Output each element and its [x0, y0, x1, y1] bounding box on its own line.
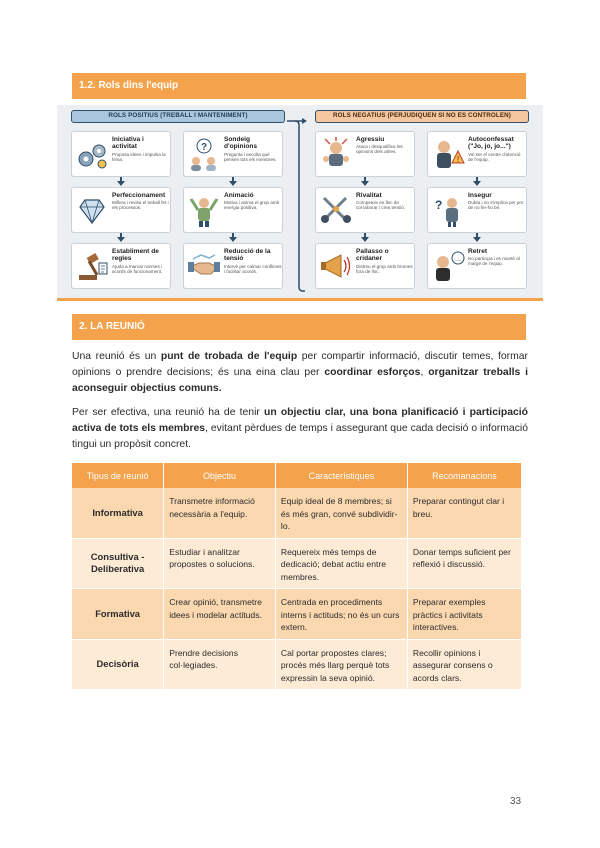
gears-idea-icon: [75, 137, 109, 171]
svg-text:?: ?: [435, 198, 443, 212]
role-description: Ajuda a marcar normes i acords de funcionament.: [112, 264, 163, 275]
aggressive-person-icon: [319, 137, 353, 171]
swords-icon: [319, 193, 353, 227]
unsure-person-icon: [431, 193, 465, 227]
role-card: [71, 187, 171, 233]
table-row: [72, 589, 522, 640]
flow-arrow: [364, 177, 366, 182]
role-title: Autoconfessat ("Jo, jo, jo..."): [468, 136, 514, 151]
table-cell: Formativa: [72, 589, 164, 640]
role-title: Animació: [224, 192, 254, 199]
text-span: Per ser efectiva, una reunió ha de tenir: [72, 407, 264, 418]
role-description: Pregunta i escolta què pensen tots els membres.: [224, 152, 277, 163]
table-row: [72, 639, 522, 690]
negative-roles-header: ROLS NEGATIUS (PERJUDIQUEN SI NO ES CONTROLEN): [315, 110, 529, 123]
table-header-row: [72, 463, 522, 488]
table-cell: Estudiar i analitzar propostes o solucions.: [164, 538, 276, 589]
role-title: Sondeig d'opinions: [224, 136, 258, 151]
role-card: [183, 243, 283, 289]
table-cell: Requereix més temps de dedicació; debat actiu entre membres.: [275, 538, 407, 589]
role-title: Insegur: [468, 192, 492, 199]
flow-arrow: [120, 177, 122, 182]
role-title: Retret: [468, 248, 488, 255]
gavel-icon: [75, 249, 109, 283]
svg-text:!: !: [456, 155, 460, 164]
role-description: No participa i es manté al marge de l'equip.: [468, 256, 520, 267]
diamond-icon: [75, 193, 109, 227]
divider-line: [57, 298, 543, 301]
table-header: Tipus de reunió: [72, 463, 164, 488]
table-cell: Crear opinió, transmetre idees i modelar actituds.: [164, 589, 276, 640]
table-cell: Preparar exemples pràctics i activitats interactives.: [407, 589, 521, 640]
role-title: Iniciativa i activitat: [112, 136, 144, 151]
page-number: 33: [510, 796, 522, 807]
role-description: Ataca i desqualifica les opinions dels altres.: [356, 144, 403, 155]
table-row: [72, 538, 522, 589]
flow-arrow: [364, 233, 366, 238]
role-title: Pallasso o cridaner: [356, 248, 389, 263]
role-description: Vol ser el centre d'atenció de l'equip.: [468, 152, 521, 163]
role-description: Motiva i anima el grup amb energia positiva.: [224, 200, 280, 211]
role-description: Millora i revisa el treball fet i els processos.: [112, 200, 169, 211]
table-cell: Cal portar propostes clares; procés més llarg perquè tots expressin la seva opinió.: [275, 639, 407, 690]
table-header: Recomanacions: [407, 463, 521, 488]
section-title-roles: 1.2. Rols dins l'equip: [72, 73, 526, 99]
role-description: Proposa idees i impulsa la feina.: [112, 152, 166, 163]
table-header: Característiques: [275, 463, 407, 488]
role-title: Rivalitat: [356, 192, 382, 199]
table-cell: Consultiva - Deliberativa: [72, 538, 164, 589]
positive-roles-header: ROLS POSITIUS (TREBALL I MANTENIMENT): [71, 110, 285, 123]
bold-span: organitzar treballs i aconseguir objectius comuns.: [72, 367, 529, 394]
flow-arrow: [120, 233, 122, 238]
flow-arrow: [476, 177, 478, 182]
table-header: Objectiu: [164, 463, 276, 488]
table-cell: Centrada en procediments interns i actituds; no és un curs extern.: [275, 589, 407, 640]
text-span: , evitant pèrdues de temps i assegurant que cada decisió o informació tingui un propòsit concret.: [72, 423, 528, 450]
role-card: [427, 187, 527, 233]
negative-roles-column: [315, 110, 529, 275]
role-description: Intervé per calmar conflictes i facilitar acords.: [224, 264, 282, 275]
svg-text:...: ...: [455, 256, 461, 263]
text-span: Una reunió és un: [72, 351, 161, 362]
bold-span: coordinar esforços: [324, 367, 421, 378]
role-card: [71, 243, 171, 289]
role-card: [427, 243, 527, 289]
table-cell: Informativa: [72, 488, 164, 538]
table-cell: Prendre decisions col·legiades.: [164, 639, 276, 690]
table-cell: Decisòria: [72, 639, 164, 690]
role-card: [71, 131, 171, 177]
role-title: Establiment de regles: [112, 248, 159, 263]
table-cell: Preparar contingut clar i breu.: [407, 488, 521, 538]
bold-span: punt de trobada de l'equip: [160, 351, 298, 362]
role-card: [183, 131, 283, 177]
handshake-icon: [187, 249, 221, 283]
role-title: Agressiu: [356, 136, 385, 143]
paragraph-effective: [72, 405, 528, 453]
warning-person-icon: [431, 137, 465, 171]
meeting-types-table: [72, 463, 522, 690]
role-title: Perfeccionament: [112, 192, 166, 199]
role-card: [183, 187, 283, 233]
table-cell: Equip ideal de 8 membres; si és més gran, convé subdividir-lo.: [275, 488, 407, 538]
bold-span: un objectiu clar, una bona planificació i participació activa de tots els membres: [72, 407, 528, 434]
text-span: ,: [420, 367, 429, 378]
flow-arrow: [232, 177, 234, 182]
role-card: [315, 243, 415, 289]
paragraph-intro: [72, 349, 528, 397]
silent-person-icon: [431, 249, 465, 283]
table-row: [72, 488, 522, 538]
role-title: Reducció de la tensió: [224, 248, 271, 263]
role-description: Distreu el grup amb bromes fora de lloc.: [356, 264, 413, 275]
flow-arrow: [476, 233, 478, 238]
role-description: Dubta i no s'implica per por de no fer-ho bé.: [468, 200, 524, 211]
question-people-icon: [187, 137, 221, 171]
text-span: per compartir informació, discutir temes, formar opinions o prendre decisions; és una eina clau per: [72, 351, 528, 378]
svg-text:?: ?: [201, 142, 208, 153]
role-card: [427, 131, 527, 177]
table-cell: Transmetre informació necessària a l'equip.: [164, 488, 276, 538]
connector-arrow: [285, 115, 309, 295]
cheering-person-icon: [187, 193, 221, 227]
section-title-meeting: 2. LA REUNIÓ: [72, 314, 526, 340]
role-card: [315, 187, 415, 233]
role-card: [315, 131, 415, 177]
flow-arrow: [232, 233, 234, 238]
roles-infographic: [57, 105, 543, 301]
table-cell: Recollir opinions i assegurar consens o acords clars.: [407, 639, 521, 690]
table-cell: Donar temps suficient per reflexió i discussió.: [407, 538, 521, 589]
megaphone-icon: [319, 249, 353, 283]
positive-roles-column: [71, 110, 285, 275]
role-description: Competeix en lloc de col·laborar i crea tensió.: [356, 200, 406, 211]
